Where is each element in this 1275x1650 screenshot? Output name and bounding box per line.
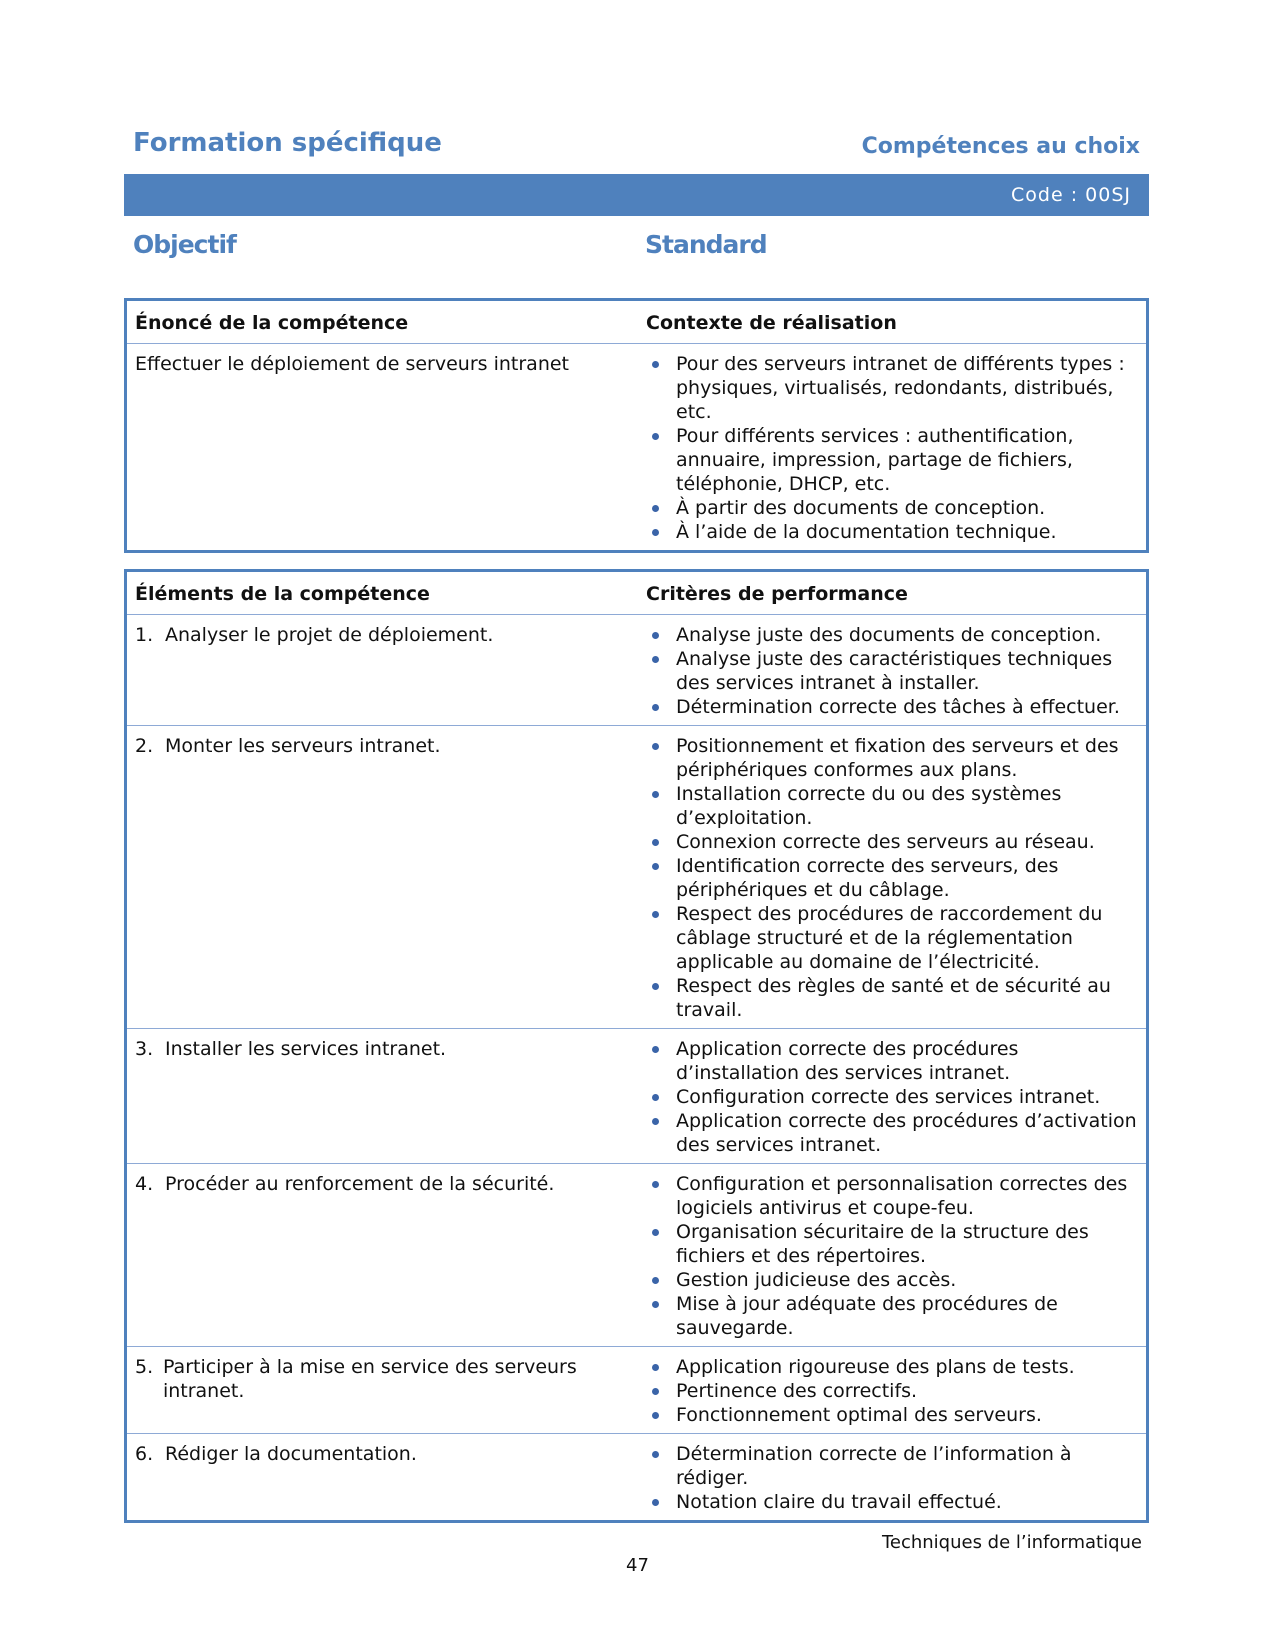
list-item: Mise à jour adéquate des procédures de sauvegarde. bbox=[676, 1292, 1138, 1340]
list-item: Détermination correcte des tâches à effectuer. bbox=[676, 695, 1138, 719]
criteria-list bbox=[646, 623, 1138, 719]
element-number: 5. bbox=[135, 1356, 154, 1378]
page-subtitle: Compétences au choix bbox=[861, 134, 1140, 159]
list-item: Détermination correcte de l’information à rédiger. bbox=[676, 1442, 1138, 1490]
criteria-list bbox=[646, 1442, 1138, 1514]
list-item: Fonctionnement optimal des serveurs. bbox=[676, 1403, 1138, 1427]
table-row bbox=[126, 1164, 1148, 1347]
criteria-list bbox=[646, 734, 1138, 1022]
list-item: Configuration et personnalisation correctes des logiciels antivirus et coupe-feu. bbox=[676, 1172, 1138, 1220]
element-text: Procéder au renforcement de la sécurité. bbox=[165, 1173, 555, 1195]
element-number: 1. bbox=[135, 624, 154, 646]
criteria-list bbox=[646, 1037, 1138, 1157]
elements-table bbox=[124, 569, 1149, 1523]
list-item: Analyse juste des documents de conception. bbox=[676, 623, 1138, 647]
criteria-list bbox=[646, 1172, 1138, 1340]
list-item: Identification correcte des serveurs, des périphériques et du câblage. bbox=[676, 854, 1138, 902]
list-item: Connexion correcte des serveurs au réseau. bbox=[676, 830, 1138, 854]
list-item: Gestion judicieuse des accès. bbox=[676, 1268, 1138, 1292]
list-item: Application rigoureuse des plans de tests. bbox=[676, 1355, 1138, 1379]
table-row bbox=[126, 1434, 1148, 1522]
col-header: Critères de performance bbox=[638, 571, 1148, 615]
enonce-text: Effectuer le déploiement de serveurs intranet bbox=[135, 353, 570, 375]
element-text: Analyser le projet de déploiement. bbox=[165, 624, 494, 646]
list-item: Respect des règles de santé et de sécurité au travail. bbox=[676, 974, 1138, 1022]
col-header: Contexte de réalisation bbox=[638, 300, 1148, 344]
page-title: Formation spécifique bbox=[133, 128, 442, 158]
list-item: Notation claire du travail effectué. bbox=[676, 1490, 1138, 1514]
list-item: À partir des documents de conception. bbox=[676, 496, 1138, 520]
list-item: À l’aide de la documentation technique. bbox=[676, 520, 1138, 544]
element-number: 2. bbox=[135, 735, 154, 757]
list-item: Respect des procédures de raccordement du câblage structuré et de la réglementation applicable au domaine de l’électricité. bbox=[676, 902, 1138, 974]
list-item: Application correcte des procédures d’installation des services intranet. bbox=[676, 1037, 1138, 1085]
element-text: Rédiger la documentation. bbox=[165, 1443, 417, 1465]
element-text: Participer à la mise en service des serveurs intranet. bbox=[162, 1356, 577, 1402]
col-header: Énoncé de la compétence bbox=[126, 300, 639, 344]
list-item: Pour différents services : authentification, annuaire, impression, partage de fichiers, téléphonie, DHCP, etc. bbox=[676, 424, 1138, 496]
competency-code: Code : 00SJ bbox=[1011, 184, 1131, 206]
col-header: Éléments de la compétence bbox=[126, 571, 639, 615]
element-text: Installer les services intranet. bbox=[165, 1038, 447, 1060]
table-row bbox=[126, 615, 1148, 726]
list-item: Application correcte des procédures d’activation des services intranet. bbox=[676, 1110, 1137, 1156]
footer-program: Techniques de l’informatique bbox=[881, 1532, 1142, 1553]
header-bar bbox=[124, 174, 1149, 216]
element-number: 4. bbox=[135, 1173, 154, 1195]
element-text: Monter les serveurs intranet. bbox=[165, 735, 441, 757]
element-number: 3. bbox=[135, 1038, 154, 1060]
section-objectif: Objectif bbox=[133, 230, 236, 259]
list-item: Installation correcte du ou des systèmes d’exploitation. bbox=[676, 782, 1138, 830]
list-item: Pour des serveurs intranet de différents types : physiques, virtualisés, redondants, distribués, etc. bbox=[676, 352, 1138, 424]
list-item: Analyse juste des caractéristiques techniques des services intranet à installer. bbox=[676, 647, 1138, 695]
list-item: Pertinence des correctifs. bbox=[676, 1379, 1138, 1403]
element-number: 6. bbox=[135, 1443, 154, 1465]
enonce-table bbox=[124, 298, 1149, 553]
list-item: Organisation sécuritaire de la structure des fichiers et des répertoires. bbox=[676, 1220, 1138, 1268]
list-item: Configuration correcte des services intranet. bbox=[676, 1085, 1138, 1109]
table-row bbox=[126, 1029, 1148, 1164]
list-item: Positionnement et fixation des serveurs et des périphériques conformes aux plans. bbox=[676, 734, 1138, 782]
page-number: 47 bbox=[626, 1555, 649, 1576]
section-standard: Standard bbox=[645, 230, 767, 259]
criteria-list bbox=[646, 1355, 1138, 1427]
table-row bbox=[126, 1347, 1148, 1434]
table-row bbox=[126, 726, 1148, 1029]
contexte-list bbox=[646, 352, 1138, 544]
